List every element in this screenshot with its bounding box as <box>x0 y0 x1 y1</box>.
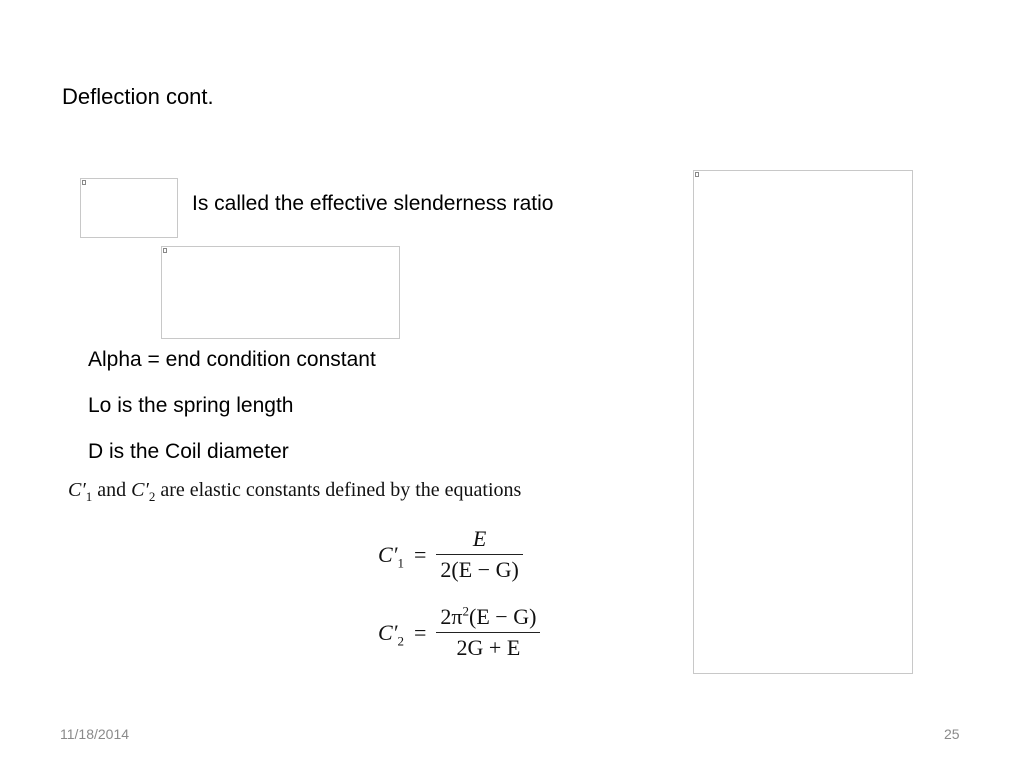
deflection-chart-image <box>693 170 913 674</box>
slenderness-formula-image <box>161 246 400 339</box>
lo-definition: Lo is the spring length <box>88 394 294 417</box>
slenderness-description: Is called the effective slenderness ratio <box>192 192 554 215</box>
equation-c2: $C'_2$ = $\frac{2\pi^2(E - G)}{2G + E}$ <box>378 604 540 661</box>
broken-image-icon <box>695 172 699 177</box>
broken-image-icon <box>163 248 167 253</box>
fraction-c1: $\frac{E}{2(E - G)}$ <box>436 526 522 583</box>
page-number: 25 <box>944 726 960 742</box>
alpha-definition: Alpha = end condition constant <box>88 348 376 371</box>
slide-title: Deflection cont. <box>62 84 214 109</box>
equation-c1: $C'_1$ = $\frac{E}{2(E - G)}$ <box>378 526 523 583</box>
fraction-c2: $\frac{2\pi^2(E - G)}{2G + E}$ <box>436 604 540 661</box>
d-definition: D is the Coil diameter <box>88 440 289 463</box>
slenderness-ratio-image <box>80 178 178 238</box>
broken-image-icon <box>82 180 86 185</box>
elastic-constants-text: $C'_1$ and $C'_2$ are elastic constants defined by the equations <box>68 479 522 504</box>
footer-date: 11/18/2014 <box>60 726 130 742</box>
